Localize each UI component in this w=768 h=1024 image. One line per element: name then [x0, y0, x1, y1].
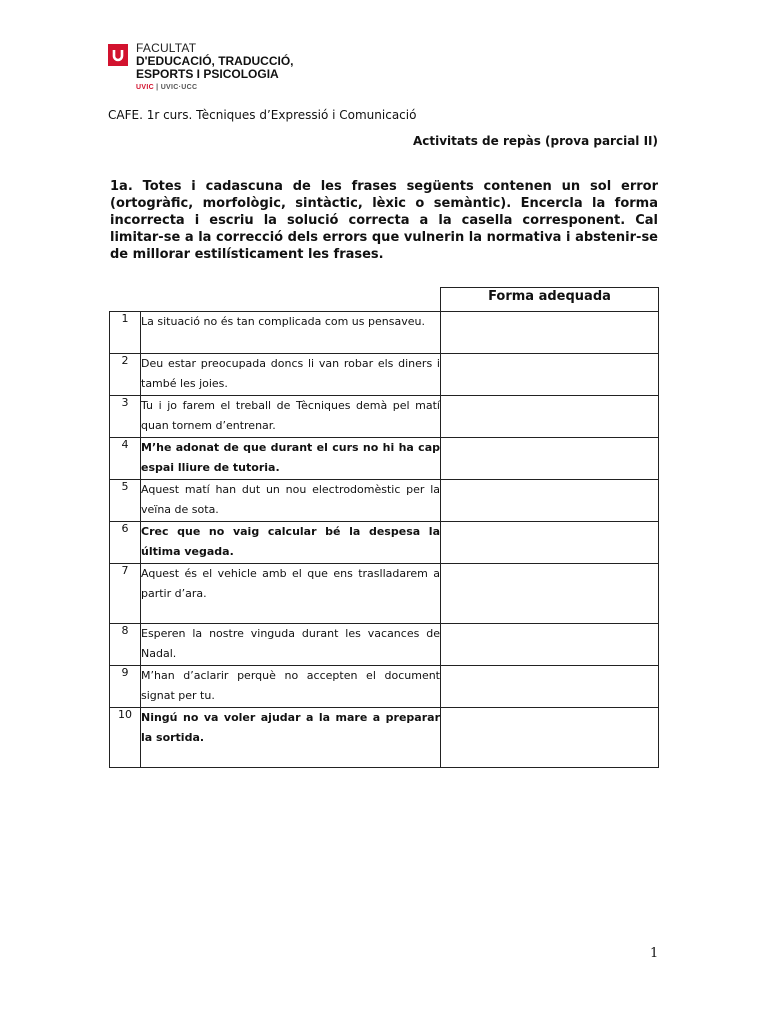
answer-cell[interactable] — [441, 480, 659, 522]
tag-separator: | — [153, 84, 161, 91]
answer-header: Forma adequada — [441, 288, 659, 312]
university-tag — [136, 83, 294, 92]
sentence: Crec que no vaig calcular bé la despesa la última vegada. — [141, 522, 441, 564]
row-number: 1 — [110, 312, 141, 354]
answer-cell[interactable] — [441, 438, 659, 480]
instructions: 1a. Totes i cadascuna de les frases següents contenen un sol error (ortogràfic, morfològic, sintàctic, lèxic o semàntic). Encercla la forma incorrecta i escriu la solució correcta a la casella corresponent. Cal limitar-se a la correcció dels errors que vulnerin la normativa i abstenir-se de millorar estilísticament les frases. — [110, 179, 658, 262]
table-row — [110, 396, 659, 438]
row-number: 10 — [110, 708, 141, 768]
activities-title: Activitats de repàs (prova parcial II) — [412, 134, 658, 148]
table-row — [110, 708, 659, 768]
table-row — [110, 438, 659, 480]
table-row — [110, 354, 659, 396]
table-row — [110, 522, 659, 564]
tag-uvic: UVIC — [136, 84, 154, 91]
sentence: M’he adonat de que durant el curs no hi ha cap espai lliure de tutoria. — [141, 438, 441, 480]
table-row — [110, 564, 659, 624]
table-row — [110, 312, 659, 354]
row-number: 3 — [110, 396, 141, 438]
row-number: 2 — [110, 354, 141, 396]
answer-cell[interactable] — [441, 354, 659, 396]
table-header-row — [110, 288, 659, 312]
sentence: Aquest matí han dut un nou electrodomèstic per la veïna de sota. — [141, 480, 441, 522]
sentence: Deu estar preocupada doncs li van robar els diners i també les joies. — [141, 354, 441, 396]
faculty-logo — [108, 42, 294, 92]
row-number: 9 — [110, 666, 141, 708]
sentence: La situació no és tan complicada com us pensaveu. — [141, 312, 441, 354]
row-number: 8 — [110, 624, 141, 666]
faculty-line3: ESPORTS I PSICOLOGIA — [136, 67, 279, 81]
exercise-table — [109, 287, 659, 768]
sentence: Ningú no va voler ajudar a la mare a preparar la sortida. — [141, 708, 441, 768]
table-row — [110, 624, 659, 666]
sentence: M’han d’aclarir perquè no accepten el document signat per tu. — [141, 666, 441, 708]
page-number: 1 — [650, 946, 659, 961]
answer-cell[interactable] — [441, 312, 659, 354]
faculty-line1: FACULTAT — [136, 41, 197, 55]
table-row — [110, 480, 659, 522]
u-letter-icon — [111, 48, 125, 62]
answer-cell[interactable] — [441, 708, 659, 768]
row-number: 4 — [110, 438, 141, 480]
sentence: Aquest és el vehicle amb el que ens traslladarem a partir d’ara. — [141, 564, 441, 624]
answer-cell[interactable] — [441, 666, 659, 708]
header-blank-cell — [110, 288, 441, 312]
answer-cell[interactable] — [441, 396, 659, 438]
faculty-line2: D'EDUCACIÓ, TRADUCCIÓ, — [136, 54, 294, 68]
row-number: 6 — [110, 522, 141, 564]
uvic-logo-icon — [108, 44, 128, 66]
answer-cell[interactable] — [441, 522, 659, 564]
answer-cell[interactable] — [441, 564, 659, 624]
course-line: CAFE. 1r curs. Tècniques d’Expressió i Comunicació — [108, 108, 417, 122]
row-number: 5 — [110, 480, 141, 522]
row-number: 7 — [110, 564, 141, 624]
tag-ucc: UVIC·UCC — [160, 84, 198, 91]
sentence: Esperen la nostre vinguda durant les vacances de Nadal. — [141, 624, 441, 666]
faculty-name — [136, 42, 294, 92]
answer-cell[interactable] — [441, 624, 659, 666]
sentence: Tu i jo farem el treball de Tècniques demà pel matí quan tornem d’entrenar. — [141, 396, 441, 438]
table-row — [110, 666, 659, 708]
